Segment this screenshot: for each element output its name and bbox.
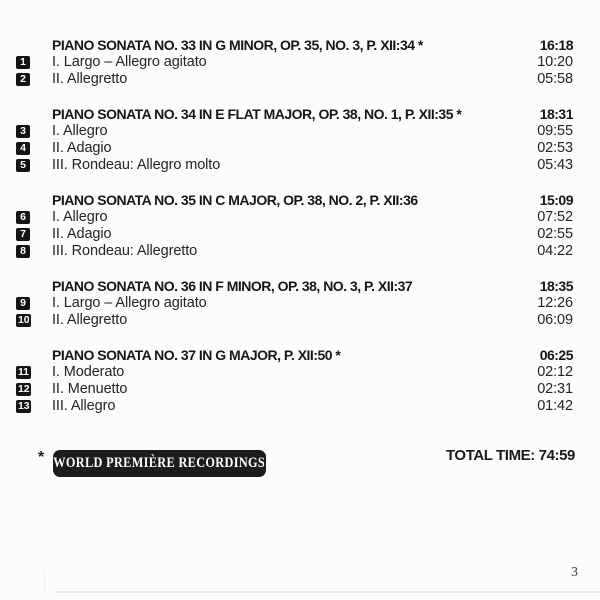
track-row	[16, 243, 573, 260]
track-row	[16, 295, 573, 312]
track-number-badge: 11	[18, 366, 29, 378]
tracklist	[16, 37, 573, 433]
track-number-cell	[16, 73, 52, 86]
world-premiere-badge	[53, 450, 266, 477]
sonata-section	[16, 192, 573, 260]
track-title: II. Allegretto	[52, 312, 128, 328]
track-duration: 04:22	[537, 243, 573, 259]
sonata-duration: 18:35	[539, 278, 573, 294]
track-title: III. Allegro	[52, 398, 116, 414]
track-duration: 01:42	[537, 398, 573, 414]
track-title: I. Allegro	[52, 123, 108, 139]
sonata-header-row	[16, 37, 573, 54]
track-title: I. Largo – Allegro agitato	[52, 54, 207, 70]
sonata-header-row	[16, 192, 573, 209]
track-number-cell	[16, 383, 52, 396]
track-number-badge: 2	[16, 73, 30, 86]
track-duration: 06:09	[537, 312, 573, 328]
sonata-section	[16, 106, 573, 174]
track-number-cell	[16, 314, 52, 327]
page-edge-line-horizontal	[55, 591, 600, 593]
track-duration: 02:53	[537, 140, 573, 156]
track-duration: 10:20	[537, 54, 573, 70]
sonata-title: PIANO SONATA NO. 33 IN G MINOR, OP. 35, NO. 3, P. XII:34 *	[52, 37, 423, 53]
track-number-badge: 10	[18, 314, 30, 326]
sonata-section	[16, 37, 573, 88]
footnote-asterisk: *	[38, 449, 45, 466]
track-duration: 07:52	[537, 209, 573, 225]
track-row	[16, 157, 573, 174]
sonata-duration: 06:25	[539, 347, 573, 363]
track-number-badge: 7	[16, 228, 30, 241]
page-edge-line-vertical	[44, 571, 45, 592]
sonata-header-row	[16, 278, 573, 295]
sonata-header-row	[16, 106, 573, 123]
track-row	[16, 398, 573, 415]
track-title: I. Moderato	[52, 364, 125, 380]
track-row	[16, 226, 573, 243]
track-title: II. Allegretto	[52, 71, 128, 87]
track-row	[16, 54, 573, 71]
track-number-cell	[16, 297, 52, 310]
sonata-title: PIANO SONATA NO. 37 IN G MAJOR, P. XII:50 *	[52, 347, 341, 363]
track-row	[16, 123, 573, 140]
track-title: II. Adagio	[52, 140, 112, 156]
track-number-cell	[16, 56, 52, 69]
track-number-cell	[16, 159, 52, 172]
track-number-badge: 13	[18, 400, 30, 412]
track-number-cell	[16, 400, 52, 413]
sonata-duration: 16:18	[539, 37, 573, 53]
total-time-label: TOTAL TIME: 74:59	[445, 447, 575, 464]
sonata-title: PIANO SONATA NO. 34 IN E FLAT MAJOR, OP. 38, NO. 1, P. XII:35 *	[52, 106, 462, 122]
track-number-cell	[16, 142, 52, 155]
track-duration: 05:58	[537, 71, 573, 87]
track-row	[16, 312, 573, 329]
track-title: III. Rondeau: Allegro molto	[52, 157, 221, 173]
track-title: II. Menuetto	[52, 381, 128, 397]
world-premiere-badge-label: WORLD PREMIÈRE RECORDINGS	[53, 455, 266, 471]
sonata-section	[16, 347, 573, 415]
sonata-duration: 15:09	[539, 192, 573, 208]
track-row	[16, 140, 573, 157]
sonata-header-row	[16, 347, 573, 364]
track-number-cell	[16, 366, 52, 379]
track-duration: 02:12	[537, 364, 573, 380]
track-number-badge: 5	[16, 159, 30, 172]
track-number-badge: 1	[16, 56, 30, 69]
track-number-badge: 6	[16, 211, 30, 224]
track-number-cell	[16, 228, 52, 241]
track-duration: 05:43	[537, 157, 573, 173]
track-duration: 09:55	[537, 123, 573, 139]
track-row	[16, 71, 573, 88]
track-title: I. Allegro	[52, 209, 108, 225]
track-row	[16, 209, 573, 226]
track-number-badge: 9	[16, 297, 30, 310]
track-number-cell	[16, 211, 52, 224]
track-number-badge: 8	[16, 245, 30, 258]
track-number-badge: 12	[18, 383, 30, 395]
sonata-duration: 18:31	[539, 106, 573, 122]
track-title: III. Rondeau: Allegretto	[52, 243, 198, 259]
track-duration: 12:26	[537, 295, 573, 311]
track-duration: 02:31	[537, 381, 573, 397]
track-number-badge: 3	[16, 125, 30, 138]
sonata-section	[16, 278, 573, 329]
sonata-title: PIANO SONATA NO. 35 IN C MAJOR, OP. 38, NO. 2, P. XII:36	[52, 192, 418, 208]
track-duration: 02:55	[537, 226, 573, 242]
track-number-badge: 4	[16, 142, 30, 155]
track-title: I. Largo – Allegro agitato	[52, 295, 207, 311]
track-row	[16, 364, 573, 381]
track-number-cell	[16, 125, 52, 138]
track-title: II. Adagio	[52, 226, 112, 242]
track-row	[16, 381, 573, 398]
sonata-title: PIANO SONATA NO. 36 IN F MINOR, OP. 38, NO. 3, P. XII:37	[52, 278, 413, 294]
page-number: 3	[571, 565, 578, 580]
track-number-cell	[16, 245, 52, 258]
